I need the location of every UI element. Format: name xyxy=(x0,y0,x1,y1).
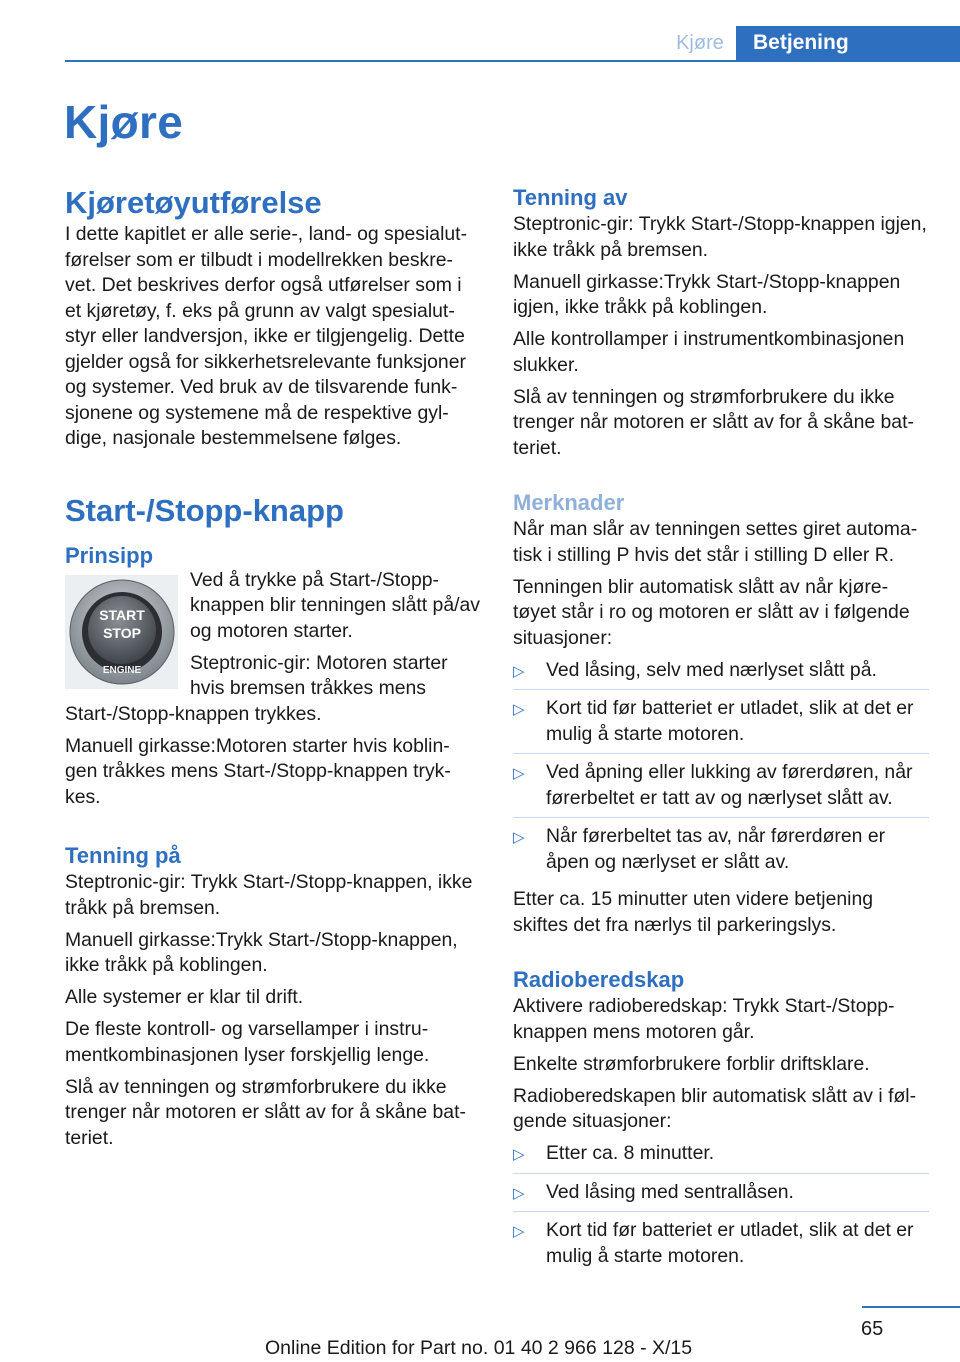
principle-text-2: Steptronic-gir: Motoren starter hvis bremsen tråkkes mens Start-/Stopp-knappen trykkes. xyxy=(65,651,448,725)
triangle-bullet-icon: ▷ xyxy=(513,701,525,718)
list-item: ▷ Kort tid før batteriet er utladet, slik at det er mulig å starte motoren. xyxy=(513,696,929,754)
ignition-on-text-4: De fleste kontroll- og varsellamper i instru-mentkombinasjonen lyser forskjellig lenge. xyxy=(65,1018,430,1066)
button-label-stop: STOP xyxy=(103,624,141,641)
radio-heading: Radioberedskap xyxy=(513,967,685,992)
list-item: ▷ Ved låsing, selv med nærlyset slått på. xyxy=(513,658,929,691)
header-chapter-tab: Betjening xyxy=(736,26,960,62)
left-column xyxy=(65,184,481,1158)
ignition-on-text-3: Alle systemer er klar til drift. xyxy=(65,986,304,1008)
triangle-bullet-icon: ▷ xyxy=(513,765,525,782)
ignition-off-text-2: Manuell girkasse:Trykk Start-/Stopp-knappen igjen, ikke tråkk på koblingen. xyxy=(513,270,901,318)
button-label-start: START xyxy=(99,606,145,623)
list-item: ▷ Når førerbeltet tas av, når førerdøren er åpen og nærlyset er slått av. xyxy=(513,825,886,873)
page-title: Kjøre xyxy=(64,96,184,148)
triangle-bullet-icon: ▷ xyxy=(513,1146,525,1163)
page-header xyxy=(0,26,960,62)
triangle-bullet-icon: ▷ xyxy=(513,829,525,846)
principle-text-1: Ved å trykke på Start-/Stopp-knappen blir tenningen slått på/av og motoren starter. xyxy=(190,568,480,642)
ignition-off-text-3: Alle kontrollamper i instrumentkombinasjonen slukker. xyxy=(513,328,905,376)
list-item: ▷ Kort tid før batteriet er utladet, slik at det er mulig å starte motoren. xyxy=(513,1219,914,1267)
header-section-label: Kjøre xyxy=(676,32,724,54)
triangle-bullet-icon: ▷ xyxy=(513,1184,525,1202)
ignition-on-text-1: Steptronic-gir: Trykk Start-/Stopp-knappen, ikke tråkk på bremsen. xyxy=(65,871,473,919)
radio-text-1: Aktivere radioberedskap: Trykk Start-/Stopp-knappen mens motoren går. xyxy=(513,995,895,1043)
triangle-bullet-icon: ▷ xyxy=(513,1223,525,1240)
radio-text-3: Radioberedskapen blir automatisk slått av i føl-gende situasjoner: xyxy=(513,1084,917,1132)
edition-note: Online Edition for Part no. 01 40 2 966 128 - X/15 xyxy=(265,1337,693,1359)
button-label-engine: ENGINE xyxy=(102,664,142,676)
principle-text-3: Manuell girkasse:Motoren starter hvis koblin-gen tråkkes mens Start-/Stopp-knappen tryk-kes. xyxy=(65,734,451,808)
start-stop-heading: Start-/Stopp-knapp xyxy=(65,492,344,528)
notes-heading: Merknader xyxy=(513,490,625,515)
vehicle-version-text: I dette kapitlet er alle serie-, land- og spesialut-førelser som er tilbudt i modellrekken beskre-vet. Det beskrives derfor også utførelser som i et kjøretøy, f. eks på grunn av valgt spesialut-styr eller landversjon, ikke er tilgjengelig. Dette gjelder også for sikkerhetsrelevante funksjoner og systemer. Ved bruk av de tilsvarende funk-sjonene og systemene må de respektive gyl-dige, nasjonale bestemmelsene følges. xyxy=(65,223,468,449)
page-footer xyxy=(0,1306,960,1362)
list-item: ▷ Ved åpning eller lukking av førerdøren, når førerbeltet er tatt av og nærlyset slått av. xyxy=(513,760,929,818)
principle-heading: Prinsipp xyxy=(65,542,154,568)
vehicle-version-heading: Kjøretøyutførelse xyxy=(65,185,322,220)
start-stop-button-icon xyxy=(65,575,178,689)
list-item: ▷ Ved låsing med sentrallåsen. xyxy=(513,1180,929,1213)
right-column xyxy=(513,184,929,1281)
list-item: ▷ Etter ca. 8 minutter. xyxy=(513,1141,929,1174)
ignition-off-text-4: Slå av tenningen og strømforbrukere du ikke trenger når motoren er slått av for å skåne bat-teriet. xyxy=(513,385,914,459)
start-stop-button-image xyxy=(65,575,178,689)
ignition-on-text-2: Manuell girkasse:Trykk Start-/Stopp-knappen, ikke tråkk på koblingen. xyxy=(65,928,458,976)
notes-text-1: Når man slår av tenningen settes giret automa-tisk i stilling P hvis det står i stilling D eller R. xyxy=(513,518,918,566)
radio-text-2: Enkelte strømforbrukere forblir driftsklare. xyxy=(513,1052,870,1075)
notes-text-2: Tenningen blir automatisk slått av når kjøre-tøyet står i ro og motoren er slått av i følgende situasjoner: xyxy=(513,575,910,649)
footer-rule xyxy=(862,1306,960,1308)
header-rule xyxy=(65,60,960,62)
triangle-bullet-icon: ▷ xyxy=(513,662,525,680)
notes-text-3: Etter ca. 15 minutter uten videre betjening skiftes det fra nærlys til parkeringslys. xyxy=(513,888,874,936)
ignition-on-text-5: Slå av tenningen og strømforbrukere du ikke trenger når motoren er slått av for å skåne bat-teriet. xyxy=(65,1075,466,1149)
radio-bullet-list xyxy=(513,1141,929,1275)
notes-bullet-list xyxy=(513,658,929,882)
page-number: 65 xyxy=(861,1318,884,1340)
ignition-off-heading: Tenning av xyxy=(513,185,628,210)
ignition-off-text-1: Steptronic-gir: Trykk Start-/Stopp-knappen igjen, ikke tråkk på bremsen. xyxy=(513,213,927,261)
ignition-on-heading: Tenning på xyxy=(65,843,181,868)
